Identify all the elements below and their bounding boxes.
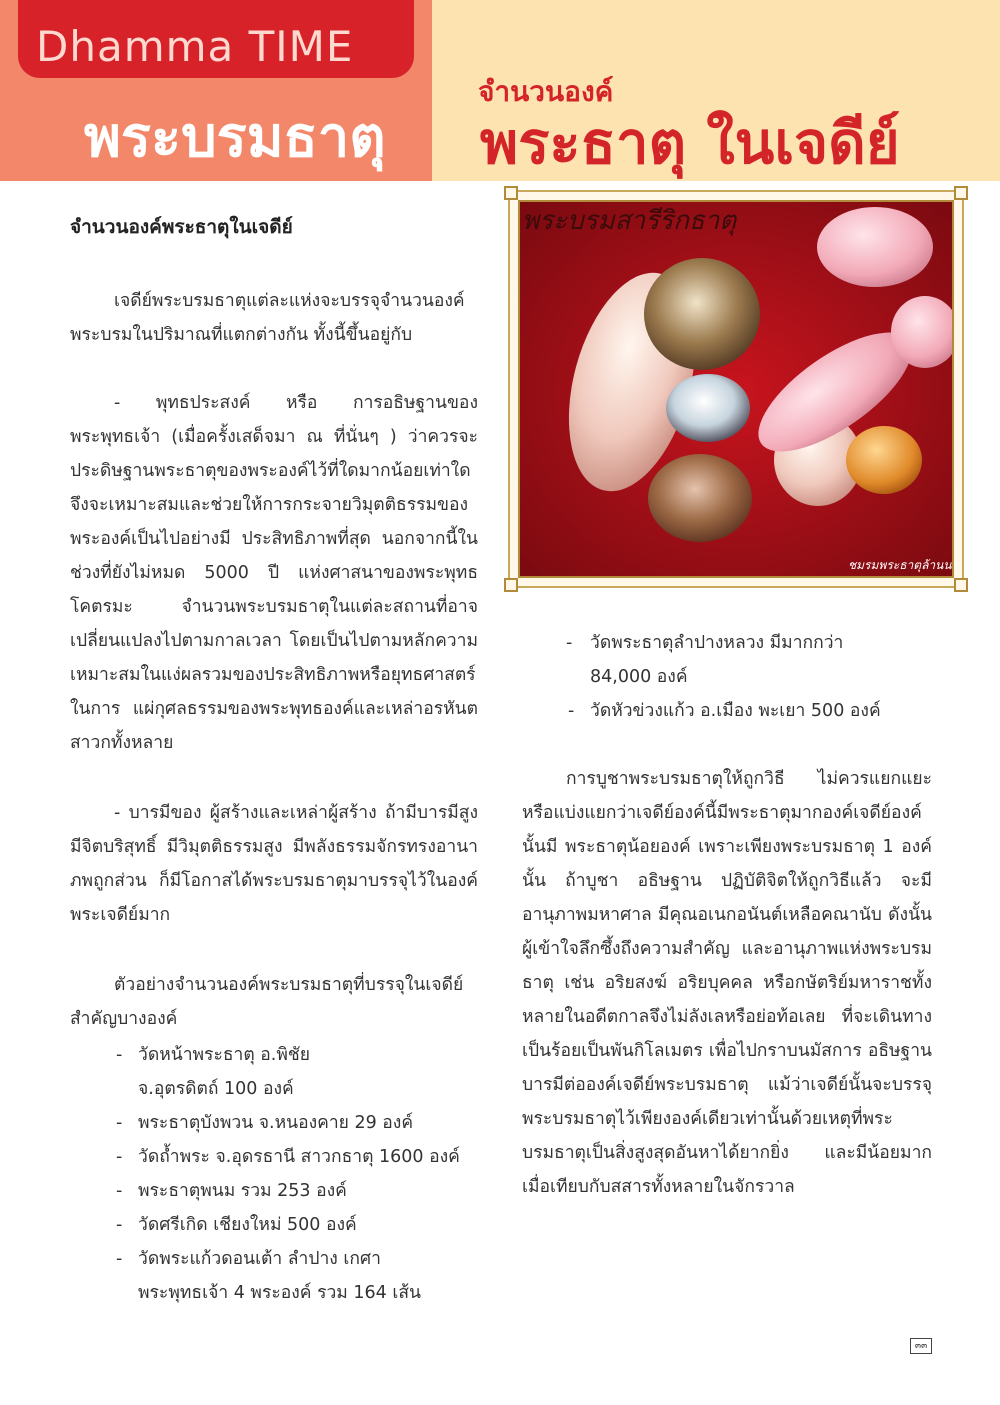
relic-photo-frame <box>508 190 964 588</box>
photo-caption-top: พระบรมสารีริกธาตุ <box>522 206 737 236</box>
paragraph-intro: เจดีย์พระบรมธาตุแต่ละแห่งจะบรรจุจำนวนองค์พระบรมในปริมาณที่แตกต่างกัน ทั้งนี้ขึ้นอยู่กับ <box>70 291 465 345</box>
frame-corner-ornament <box>504 186 518 200</box>
frame-corner-ornament <box>954 186 968 200</box>
paragraph-worship: การบูชาพระบรมธาตุให้ถูกวิธี ไม่ควรแยกแยะหรือแบ่งแยกว่าเจดีย์องค์นี้มีพระธาตุมากองค์เจดีย์องค์นั้นมี พระธาตุน้อยองค์ เพราะเพียงพระบรมธาตุ 1 องค์นั้น ถ้าบูชา อธิษฐาน ปฏิบัติจิตให้ถูกวิธีแล้ว จะมีอานุภาพมหาศาล มีคุณอเนกอนันต์เหลือคณานับ ดังนั้นผู้เข้าใจลึกซึ้งถึงความสำคัญ และอานุภาพแห่งพระบรมธาตุ เช่น อริยสงฆ์ อริยบุคคล หรือกษัตริย์มหาราชทั้งหลายในอดีตกาลจึงไม่ลังเลหรือย่อท้อเลย ที่จะเดินทางเป็นร้อยเป็นพันกิโลเมตร เพื่อไปกราบนมัสการ อธิษฐานบารมีต่อองค์เจดีย์พระบรมธาตุ แม้ว่าเจดีย์นั้นจะบรรจุพระบรมธาตุไว้เพียงองค์เดียวเท่านั้นด้วยเหตุที่พระ บรมธาตุเป็นสิ่งสูงสุดอันหาได้ยากยิ่ง และมีน้อยมาก เมื่อเทียบกับสสารทั้งหลายในจักรวาล <box>522 769 932 1197</box>
paragraph-examples-intro: ตัวอย่างจำนวนองค์พระบรมธาตุที่บรรจุในเจดีย์สำคัญบางองค์ <box>70 975 464 1029</box>
photo-credit: ชมรมพระธาตุล้านนา <box>848 558 959 572</box>
section-title: พระบรมธาตุ <box>84 105 386 170</box>
brand-title: Dhamma TIME <box>36 22 354 71</box>
page-number: ๓๓ <box>910 1338 932 1354</box>
paragraph-builders-merit: - บารมีของ ผู้สร้างและเหล่าผู้สร้าง ถ้ามีบารมีสูง มีจิตบริสุทธิ์ มีวิมุตติธรรมสูง มีพลังธรรมจักรทรงอานาภพถูกส่วน ก็มีโอกาสได้พระบรมธาตุมาบรรจุไว้ในองค์พระเจดีย์มาก <box>70 803 478 925</box>
relic-photo-image <box>520 202 954 578</box>
frame-corner-ornament <box>504 578 518 592</box>
body-heading: จำนวนองค์พระธาตุในเจดีย์ <box>70 216 293 238</box>
frame-corner-ornament <box>954 578 968 592</box>
paragraph-buddha-intent: - พุทธประสงค์ หรือ การอธิษฐานของพระพุทธเจ้า (เมื่อครั้งเสด็จมา ณ ที่นั่นๆ ) ว่าควรจะประดิษฐานพระธาตุของพระองค์ไว้ที่ใดมากน้อยเท่าใด จึงจะเหมาะสมและช่วยให้การกระจายวิมุตติธรรมของพระองค์เป็นไปอย่างมี ประสิทธิภาพที่สุด นอกจากนี้ในช่วงที่ยังไม่หมด 5000 ปี แห่งศาสนาของพระพุทธโคตรมะ จำนวนพระบรมธาตุในแต่ละสถานที่อาจเปลี่ยนแปลงไปตามกาลเวลา โดยเป็นไปตามหลักความเหมาะสมในแง่ผลรวมของประสิทธิภาพหรือยุทธศาสตร์ในการ แผ่กุศลธรรมของพระพุทธองค์และเหล่าอรหันตสาวกทั้งหลาย <box>70 393 478 753</box>
relic-photo <box>518 200 954 578</box>
article-subtitle-small: จำนวนองค์ <box>478 75 614 108</box>
article-title: พระธาตุ ในเจดีย์ <box>480 109 900 177</box>
